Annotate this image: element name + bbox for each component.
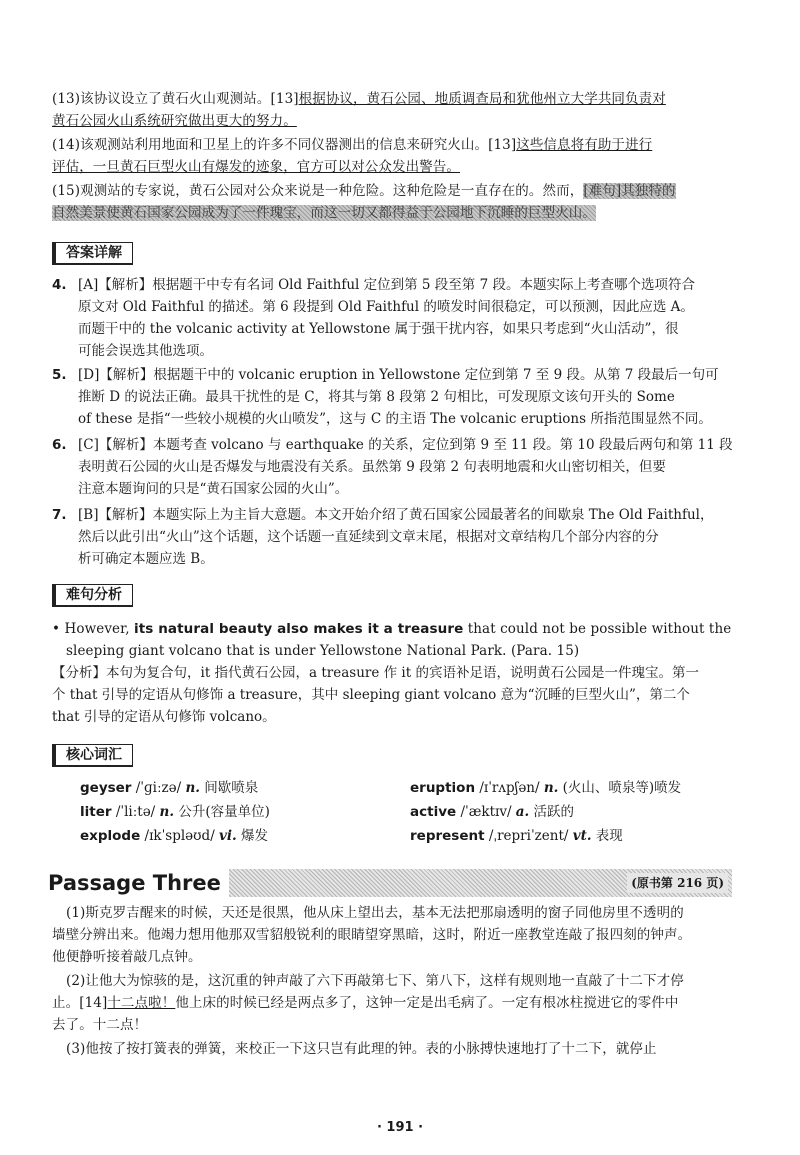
passage-paragraph: [52, 1038, 742, 1060]
difficult-sentence: [52, 618, 742, 728]
vocab-pos: a.: [515, 804, 530, 820]
vocab-phonetic: /ɪkˈspləʊd/: [140, 828, 220, 844]
paragraph-line: [52, 88, 732, 110]
difficult-sentence-heading: [52, 584, 133, 606]
difficult-heading-label: 难句分析: [52, 584, 133, 607]
vocab-pos: n.: [185, 780, 200, 796]
translation-block: [52, 88, 732, 226]
answer-body: [78, 274, 742, 362]
underlined-text: 这些信息将有助于进行: [516, 137, 653, 153]
text-run: (1)斯克罗吉醒来的时候，天还是很黑，他从床上望出去，基本无法把那扇透明的窗子同他房里不透明的: [66, 905, 684, 921]
vocab-word: represent: [410, 828, 485, 844]
analysis-line: that 引导的定语从句修饰 volcano。: [52, 709, 276, 725]
passage-line: [52, 902, 742, 924]
passage-page-ref: (原书第 216 页): [627, 873, 728, 893]
passage-line: [52, 924, 742, 946]
text-run: 止。[14]: [52, 995, 108, 1011]
text-run: that could not be possible without the: [463, 621, 732, 637]
answer-number: 5.: [52, 367, 67, 383]
vocab-entry: [80, 801, 270, 823]
vocabulary-heading-label: 核心词汇: [52, 744, 133, 767]
vocab-phonetic: /ˈɡiːzə/: [131, 780, 186, 796]
bold-text: its natural beauty also makes it a treasure: [133, 621, 464, 637]
answer-line: 可能会误选其他选项。: [78, 343, 213, 359]
vocab-word: geyser: [80, 780, 132, 796]
answer-line: [C]【解析】本题考查 volcano 与 earthquake 的关系，定位到第 9 至 11 段。第 10 段最后两句和第 11 段: [78, 437, 733, 453]
paragraph-line: [52, 110, 732, 132]
text-run: (14)该观测站利用地面和卫星上的许多不同仪器测出的信息来研究火山。[13]: [52, 137, 517, 153]
answer-item: [52, 504, 742, 570]
passage-line: [52, 992, 742, 1014]
vocab-pos: n.: [543, 780, 559, 796]
answer-body: [78, 364, 742, 430]
underlined-text: 黄石公园火山系统研究做出更大的努力。: [52, 113, 297, 129]
vocab-phonetic: /ɪˈrʌpʃən/: [475, 780, 544, 796]
vocab-word: active: [410, 804, 457, 820]
vocab-entry: [410, 801, 574, 823]
text-run: •: [52, 621, 65, 637]
vocab-entry: [80, 777, 258, 799]
passage-line: [52, 970, 742, 992]
vocab-meaning: (火山、喷泉等)喷发: [558, 780, 682, 796]
text-run: sleeping giant volcano that is under Yellowstone National Park. (Para. 15): [66, 643, 580, 659]
answer-line: 表明黄石公园的火山是否爆发与地震没有关系。虽然第 9 段第 2 句表明地震和火山密切相关，但要: [78, 459, 666, 475]
translation-paragraph: [52, 134, 732, 178]
vocab-meaning: 公升(容量单位): [174, 804, 270, 820]
answer-heading-label: 答案详解: [52, 242, 133, 265]
translation-paragraph: [52, 180, 732, 224]
difficult-tag: [难句]: [583, 183, 622, 199]
answer-line: 而题干中的 the volcanic activity at Yellowstone 属于强干扰内容，如果只考虑到“火山活动”，很: [78, 321, 679, 337]
text-run: (13)该协议设立了黄石火山观测站。[13]: [52, 91, 299, 107]
answer-item: [52, 434, 742, 500]
page-number: · 191 ·: [376, 1120, 424, 1135]
answer-line: 原文对 Old Faithful 的描述。第 6 段提到 Old Faithful 的喷发时间很稳定，可以预测，因此应选 A。: [78, 299, 694, 315]
vocab-pos: vt.: [572, 828, 592, 844]
answer-line: 然后以此引出“火山”这个话题，这个话题一直延续到文章末尾，根据对文章结构几个部分内容的分: [78, 529, 659, 545]
sentence-line: [52, 640, 742, 662]
passage-line: [52, 946, 742, 968]
vocab-meaning: 表现: [591, 828, 623, 844]
answer-body: [78, 504, 742, 570]
vocab-entry: [410, 777, 681, 799]
vocab-entry: [410, 825, 623, 847]
text-run: (3)他按了按打簧表的弹簧，来校正一下这只岂有此理的钟。表的小脉搏快速地打了十二下，就停止: [66, 1041, 657, 1057]
answer-number: 4.: [52, 277, 67, 293]
answer-item: [52, 364, 742, 430]
paragraph-line: [52, 134, 732, 156]
vocab-meaning: 间歇喷泉: [199, 780, 259, 796]
vocab-word: liter: [80, 804, 112, 820]
text-run: 他上床的时候已经是两点多了，这钟一定是出毛病了。一定有根冰柱搅进它的零件中: [175, 995, 679, 1011]
answer-line: 析可确定本题应选 B。: [78, 551, 214, 567]
vocab-word: eruption: [410, 780, 476, 796]
answer-line: 注意本题询问的只是“黄石国家公园的火山”。: [78, 481, 349, 497]
text-run: 去了。十二点！: [52, 1017, 148, 1033]
underlined-text: 十二点啦！: [107, 995, 176, 1011]
text-run: (2)让他大为惊骇的是，这沉重的钟声敲了六下再敲第七下、第八下，这样有规则地一直敲了十二下才停: [66, 973, 684, 989]
answer-number: 7.: [52, 507, 67, 523]
vocab-entry: [80, 825, 268, 847]
answer-number: 6.: [52, 437, 67, 453]
answer-section-heading: [52, 242, 133, 264]
vocab-pos: vi.: [219, 828, 237, 844]
text-run: (15)观测站的专家说，黄石公园对公众来说是一种危险。这种危险是一直存在的。然而，: [52, 183, 584, 199]
answer-body: [78, 434, 742, 500]
passage-three-text: [52, 902, 742, 1062]
vocab-word: explode: [80, 828, 141, 844]
underlined-text: 评估，一旦黄石巨型火山有爆发的迹象，官方可以对公众发出警告。: [52, 159, 460, 175]
answer-line: [D]【解析】根据题干中的 volcanic eruption in Yellowstone 定位到第 7 至 9 段。从第 7 段最后一句可: [78, 367, 719, 383]
sentence-line: [52, 618, 742, 640]
vocab-pos: n.: [159, 804, 175, 820]
analysis-line: 个 that 引导的定语从句修饰 a treasure，其中 sleeping giant volcano 意为“沉睡的巨型火山”，第二个: [52, 687, 690, 703]
vocabulary-heading: [52, 744, 133, 766]
text-run: 他便静听接着敲几点钟。: [52, 949, 202, 965]
answer-item: [52, 274, 742, 362]
passage-paragraph: [52, 902, 742, 968]
passage-paragraph: [52, 970, 742, 1036]
paragraph-line: [52, 180, 732, 202]
answer-line: of these 是指“一些较小规模的火山喷发”，这与 C 的主语 The volcanic eruptions 所指范围显然不同。: [78, 411, 712, 427]
answer-line: [B]【解析】本题实际上为主旨大意题。本文开始介绍了黄石国家公园最著名的间歇泉 The Old Faithful，: [78, 507, 714, 523]
text-run: However,: [64, 621, 134, 637]
vocab-phonetic: /ˌrepriˈzent/: [484, 828, 573, 844]
highlighted-text: 其独特的: [621, 183, 676, 199]
vocab-meaning: 活跃的: [529, 804, 575, 820]
paragraph-line: [52, 156, 732, 178]
answer-line: [A]【解析】根据题干中专有名词 Old Faithful 定位到第 5 段至第 7 段。本题实际上考查哪个选项符合: [78, 277, 695, 293]
text-run: 墙壁分辨出来。他竭力想用他那双雪貂般锐利的眼睛望穿黑暗，这时，附近一座教堂连敲了报四刻的钟声。: [52, 927, 692, 943]
underlined-text: 根据协议，黄石公园、地质调查局和犹他州立大学共同负责对: [298, 91, 666, 107]
vocab-phonetic: /ˈæktɪv/: [456, 804, 516, 820]
passage-line: [52, 1014, 742, 1036]
analysis-line: 【分析】本句为复合句，it 指代黄石公园，a treasure 作 it 的宾语补足语，说明黄石公园是一件瑰宝。第一: [52, 665, 699, 681]
vocab-meaning: 爆发: [236, 828, 269, 844]
passage-line: [52, 1038, 742, 1060]
passage-title: Passage Three: [48, 868, 229, 898]
translation-paragraph: [52, 88, 732, 132]
vocab-phonetic: /ˈliːtə/: [111, 804, 160, 820]
answer-line: 推断 D 的说法正确。最具干扰性的是 C，将其与第 8 段第 2 句相比，可发现原文该句开头的 Some: [78, 389, 675, 405]
highlighted-text: 自然美景使黄石国家公园成为了一件瑰宝，而这一切又都得益于公园地下沉睡的巨型火山。: [52, 205, 596, 221]
paragraph-line: [52, 202, 732, 224]
